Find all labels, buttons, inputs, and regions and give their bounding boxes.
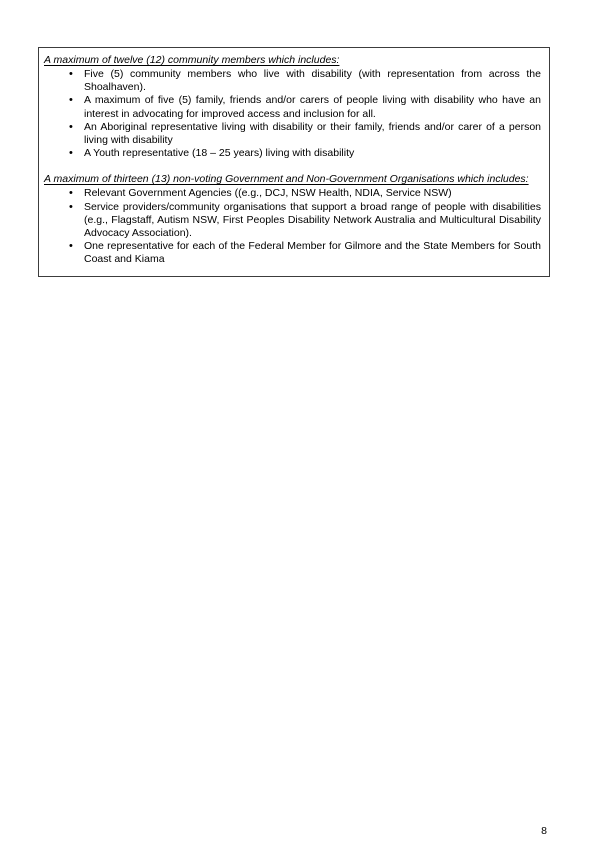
section-government-organisations: [44, 172, 541, 266]
bullet-list-government-organisations: [44, 187, 541, 266]
list-item: • A maximum of five (5) family, friends and/or carers of people living with disability who have an interest in advocating for improved access and inclusion for all.: [44, 94, 541, 120]
list-item: • Relevant Government Agencies ((e.g., DCJ, NSW Health, NDIA, Service NSW): [44, 187, 541, 200]
list-item: • An Aboriginal representative living with disability or their family, friends and/or carer of a person living with disability: [44, 121, 541, 147]
membership-composition-box: [38, 47, 550, 277]
list-item: • Service providers/community organisations that support a broad range of people with disabilities (e.g., Flagstaff, Autism NSW, First Peoples Disability Network Australia and Multicultural Disability Advocacy Association).: [44, 201, 541, 241]
bullet-list-community-members: [44, 68, 541, 160]
section-community-members: [44, 53, 541, 160]
list-item: • Five (5) community members who live with disability (with representation from across the Shoalhaven).: [44, 68, 541, 94]
section-heading-government-organisations: A maximum of thirteen (13) non-voting Government and Non-Government Organisations which includes:: [44, 173, 529, 186]
list-item: • A Youth representative (18 – 25 years) living with disability: [44, 147, 541, 160]
page-number: 8: [541, 825, 547, 837]
list-item: • One representative for each of the Federal Member for Gilmore and the State Members for South Coast and Kiama: [44, 240, 541, 266]
section-heading-community-members: A maximum of twelve (12) community members which includes:: [44, 54, 340, 66]
